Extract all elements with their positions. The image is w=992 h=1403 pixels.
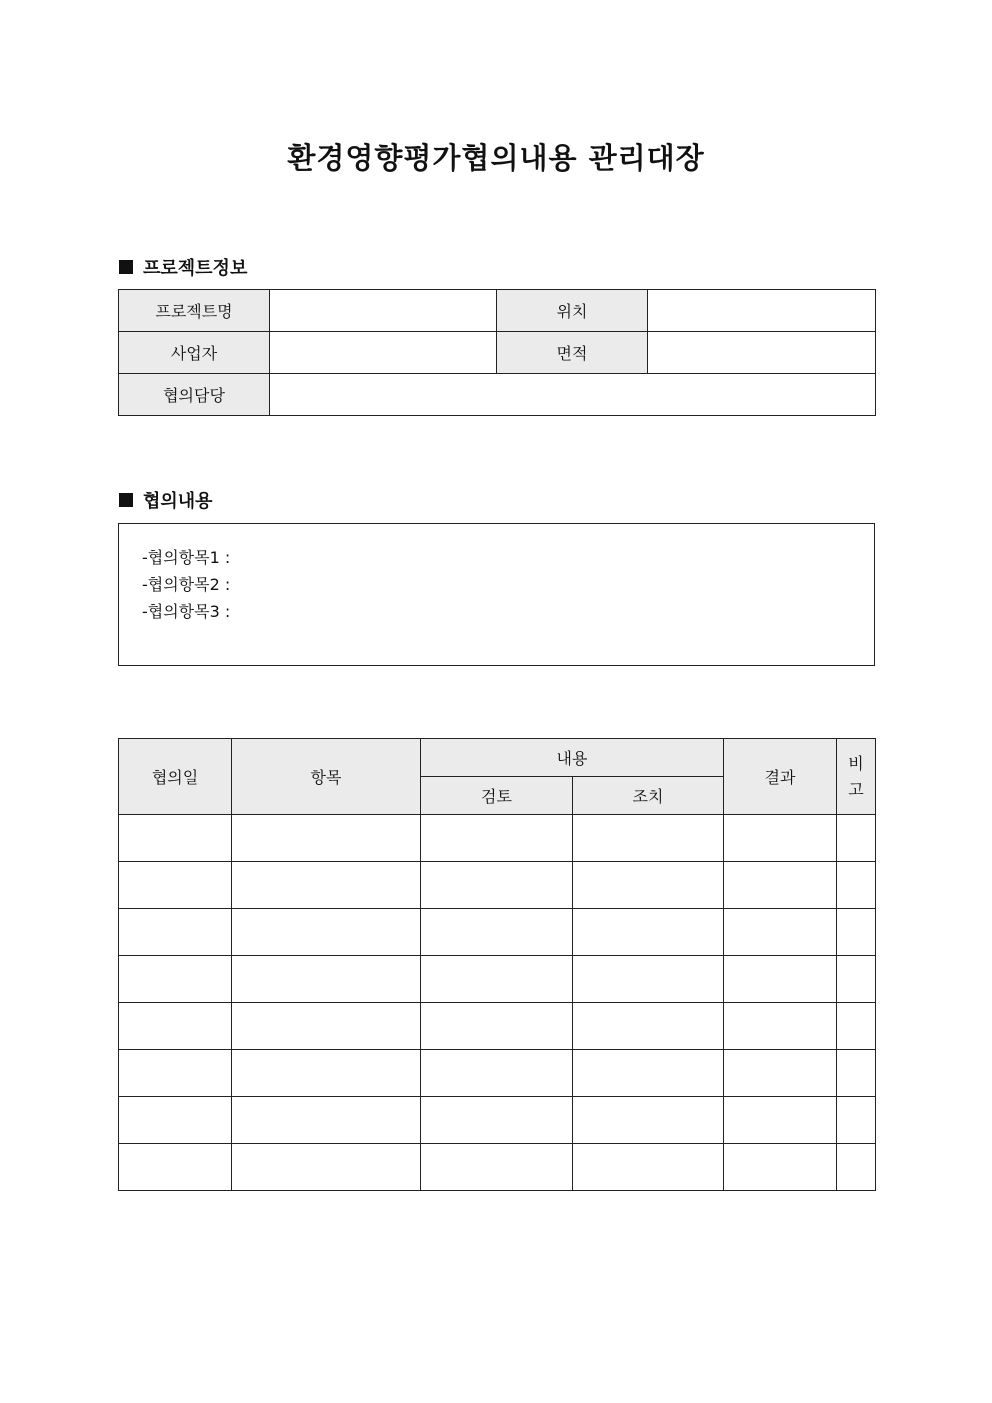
header-result: 결과: [724, 739, 837, 815]
date-cell[interactable]: [119, 909, 232, 956]
date-cell[interactable]: [119, 862, 232, 909]
header-date: 협의일: [119, 739, 232, 815]
square-bullet-icon: [119, 260, 133, 274]
item-cell[interactable]: [232, 909, 421, 956]
location-field[interactable]: [648, 290, 876, 332]
project-section-title: 프로젝트정보: [143, 258, 248, 279]
review-cell[interactable]: [421, 1003, 573, 1050]
project-name-field[interactable]: [270, 290, 497, 332]
table-row: [119, 1050, 876, 1097]
action-cell[interactable]: [573, 909, 724, 956]
result-cell[interactable]: [724, 909, 837, 956]
date-cell[interactable]: [119, 956, 232, 1003]
project-info-table: [118, 289, 876, 416]
item-cell[interactable]: [232, 1003, 421, 1050]
remarks-cell[interactable]: [837, 1003, 876, 1050]
review-cell[interactable]: [421, 1050, 573, 1097]
date-cell[interactable]: [119, 1097, 232, 1144]
area-label: 면적: [497, 332, 648, 374]
item-cell[interactable]: [232, 862, 421, 909]
action-cell[interactable]: [573, 956, 724, 1003]
remarks-cell[interactable]: [837, 909, 876, 956]
date-cell[interactable]: [119, 815, 232, 862]
remarks-cell[interactable]: [837, 815, 876, 862]
item-cell[interactable]: [232, 1144, 421, 1191]
operator-label: 사업자: [119, 332, 270, 374]
consult-manager-label: 협의담당: [119, 374, 270, 416]
consult-section-title: 협의내용: [143, 491, 213, 512]
review-cell[interactable]: [421, 956, 573, 1003]
consult-content-box[interactable]: [118, 523, 875, 666]
header-action: 조치: [573, 777, 724, 815]
square-bullet-icon: [119, 493, 133, 507]
remarks-cell[interactable]: [837, 862, 876, 909]
header-remarks: [837, 739, 876, 815]
consult-item: -협의항목3 :: [142, 602, 231, 621]
header-content: 내용: [421, 739, 724, 777]
consult-section-heading: [119, 487, 213, 513]
action-cell[interactable]: [573, 1144, 724, 1191]
table-row: [119, 909, 876, 956]
result-cell[interactable]: [724, 956, 837, 1003]
consult-item: -협의항목1 :: [142, 548, 231, 567]
action-cell[interactable]: [573, 1097, 724, 1144]
result-cell[interactable]: [724, 862, 837, 909]
operator-field[interactable]: [270, 332, 497, 374]
review-cell[interactable]: [421, 815, 573, 862]
review-cell[interactable]: [421, 1097, 573, 1144]
review-cell[interactable]: [421, 1144, 573, 1191]
table-row: [119, 1097, 876, 1144]
header-remarks-line2: 고: [848, 779, 864, 799]
review-cell[interactable]: [421, 862, 573, 909]
item-cell[interactable]: [232, 815, 421, 862]
table-row: [119, 1003, 876, 1050]
result-cell[interactable]: [724, 815, 837, 862]
item-cell[interactable]: [232, 1097, 421, 1144]
remarks-cell[interactable]: [837, 956, 876, 1003]
remarks-cell[interactable]: [837, 1097, 876, 1144]
consult-item: -협의항목2 :: [142, 575, 231, 594]
table-row: [119, 956, 876, 1003]
result-cell[interactable]: [724, 1144, 837, 1191]
project-name-label: 프로젝트명: [119, 290, 270, 332]
remarks-cell[interactable]: [837, 1144, 876, 1191]
action-cell[interactable]: [573, 1003, 724, 1050]
date-cell[interactable]: [119, 1003, 232, 1050]
action-cell[interactable]: [573, 815, 724, 862]
header-review: 검토: [421, 777, 573, 815]
remarks-cell[interactable]: [837, 1050, 876, 1097]
header-item: 항목: [232, 739, 421, 815]
table-row: [119, 1144, 876, 1191]
review-cell[interactable]: [421, 909, 573, 956]
project-section-heading: [119, 254, 247, 280]
action-cell[interactable]: [573, 1050, 724, 1097]
date-cell[interactable]: [119, 1050, 232, 1097]
location-label: 위치: [497, 290, 648, 332]
action-cell[interactable]: [573, 862, 724, 909]
area-field[interactable]: [648, 332, 876, 374]
consult-item-list: [119, 524, 874, 625]
consult-manager-field[interactable]: [270, 374, 876, 416]
header-remarks-line1: 비: [848, 753, 864, 773]
result-cell[interactable]: [724, 1003, 837, 1050]
consult-record-table: [118, 738, 876, 1191]
date-cell[interactable]: [119, 1144, 232, 1191]
item-cell[interactable]: [232, 956, 421, 1003]
item-cell[interactable]: [232, 1050, 421, 1097]
result-cell[interactable]: [724, 1097, 837, 1144]
page-title: 환경영향평가협의내용 관리대장: [287, 141, 705, 175]
table-row: [119, 815, 876, 862]
table-row: [119, 862, 876, 909]
result-cell[interactable]: [724, 1050, 837, 1097]
